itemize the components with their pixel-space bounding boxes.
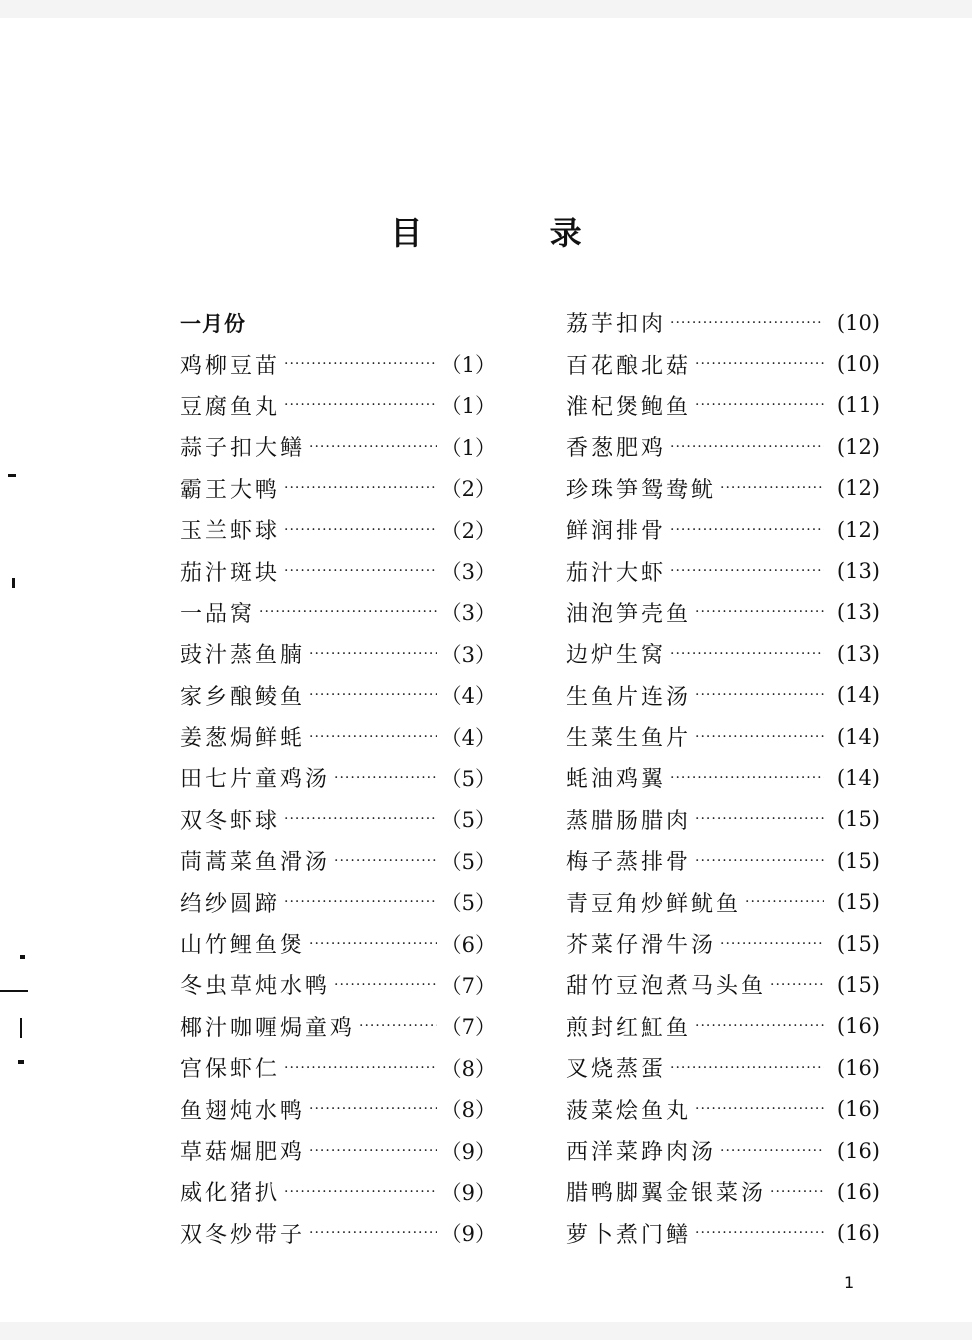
toc-entry-page: （5） (440, 849, 496, 874)
toc-entry-name: 蒜子扣大鳝 (180, 436, 306, 462)
toc-entry-name: 煎封红魟鱼 (566, 1015, 692, 1041)
margin-mark (8, 474, 16, 477)
toc-entry-name: 叉烧蒸蛋 (566, 1057, 667, 1083)
toc-entry-page: (16) (836, 1097, 880, 1122)
toc-entry-page: (16) (836, 1179, 880, 1204)
dot-leader (695, 729, 824, 745)
dot-leader (309, 439, 437, 455)
toc-entry-page: （5） (440, 766, 496, 791)
dot-leader (284, 522, 437, 538)
margin-mark (12, 578, 15, 588)
toc-entry-name: 茄汁大虾 (566, 560, 667, 586)
toc-entry-name: 宫保虾仁 (180, 1057, 281, 1083)
dot-leader (259, 604, 437, 620)
dot-leader (334, 770, 437, 786)
toc-entry (566, 509, 880, 550)
toc-entry-name: 蒸腊肠腊肉 (566, 808, 692, 834)
toc-entry-name: 甜竹豆泡煮马头鱼 (566, 974, 767, 1000)
toc-column-right (566, 302, 880, 1254)
toc-entry-name: 豆腐鱼丸 (180, 394, 281, 420)
toc-entry-name: 梅子蒸排骨 (566, 850, 692, 876)
toc-entry-name: 草菇煀肥鸡 (180, 1140, 306, 1165)
toc-entry (566, 302, 880, 343)
margin-mark (20, 955, 25, 959)
dot-leader (695, 687, 824, 703)
toc-entry-page: （7） (440, 973, 496, 998)
toc-entry-name: 威化猪扒 (180, 1181, 281, 1207)
dot-leader (284, 563, 437, 579)
toc-entry (180, 840, 496, 881)
dot-leader (670, 646, 824, 662)
dot-leader (720, 480, 824, 496)
toc-entry-page: （1） (440, 353, 496, 378)
dot-leader (670, 563, 824, 579)
toc-entry-page: (14) (836, 683, 880, 708)
toc-entry (180, 675, 496, 716)
toc-entry (180, 343, 496, 384)
section-heading: 一月份 (180, 311, 246, 336)
toc-entry-page: (16) (836, 1014, 880, 1039)
toc-entry (566, 1130, 880, 1171)
toc-entry-name: 霸王大鸭 (180, 477, 281, 503)
toc-entry (566, 757, 880, 798)
toc-entry-name: 鱼翅炖水鸭 (180, 1098, 306, 1124)
dot-leader (695, 604, 824, 620)
margin-mark (18, 1060, 24, 1064)
toc-entry-name: 鸡柳豆苗 (180, 353, 281, 379)
toc-entry-page: （9） (440, 1222, 496, 1247)
toc-entry-name: 珍珠笋鸳鸯鱿 (566, 477, 717, 503)
toc-entry-page: (14) (836, 765, 880, 790)
dot-leader (284, 811, 437, 827)
toc-entry-name: 西洋菜踭肉汤 (566, 1140, 717, 1165)
toc-entry-name: 山竹鲤鱼煲 (180, 933, 306, 959)
toc-entry (180, 799, 496, 840)
dot-leader (359, 1018, 437, 1034)
dot-leader (695, 356, 824, 372)
margin-mark (20, 1018, 22, 1038)
toc-entry (566, 964, 880, 1005)
toc-entry (180, 881, 496, 922)
toc-entry-page: （3） (440, 642, 496, 667)
toc-entry (566, 426, 880, 467)
toc-entry-name: 椰汁咖喱焗童鸡 (180, 1015, 356, 1041)
toc-entry-page: （1） (440, 394, 496, 419)
toc-entry (180, 550, 496, 591)
toc-entry-page: （8） (440, 1056, 496, 1081)
toc-entry-page: （5） (440, 891, 496, 916)
dot-leader (309, 936, 437, 952)
dot-leader (284, 397, 437, 413)
toc-entry-page: (12) (836, 517, 880, 542)
dot-leader (695, 397, 824, 413)
toc-entry-page: （2） (440, 477, 496, 502)
toc-entry-page: (12) (836, 434, 880, 459)
toc-entry (180, 716, 496, 757)
page-title: 目 录 (390, 214, 640, 252)
toc-entry-page: (15) (836, 972, 880, 997)
toc-entry-name: 菠菜烩鱼丸 (566, 1098, 692, 1124)
dot-leader (695, 853, 824, 869)
toc-entry (180, 426, 496, 467)
toc-entry-page: （9） (440, 1139, 496, 1164)
dot-leader (309, 1225, 437, 1241)
dot-leader (670, 1060, 824, 1076)
toc-entry-name: 双冬炒带子 (180, 1222, 306, 1248)
toc-entry-name: 生鱼片连汤 (566, 684, 692, 710)
toc-entry (566, 1006, 880, 1047)
toc-entry-page: (16) (836, 1138, 880, 1163)
toc-entry (566, 840, 880, 881)
dot-leader (745, 894, 824, 910)
toc-entry-name: 茼蒿菜鱼滑汤 (180, 850, 331, 876)
toc-entry-name: 绉纱圆蹄 (180, 891, 281, 917)
toc-entry (566, 385, 880, 426)
toc-entry-page: (10) (836, 310, 880, 335)
dot-leader (309, 1143, 437, 1159)
toc-entry-name: 姜葱焗鲜蚝 (180, 726, 306, 752)
toc-entry-name: 家乡酿鲮鱼 (180, 684, 306, 710)
dot-leader (334, 853, 437, 869)
toc-entry (180, 923, 496, 964)
toc-entry (566, 716, 880, 757)
toc-entry (180, 964, 496, 1005)
toc-entry-page: (15) (836, 931, 880, 956)
toc-entry-name: 淮杞煲鲍鱼 (566, 394, 692, 420)
toc-entry-page: (14) (836, 724, 880, 749)
toc-entry (566, 923, 880, 964)
toc-entry-name: 芥菜仔滑牛汤 (566, 933, 717, 959)
toc-entry-page: （3） (440, 560, 496, 585)
dot-leader (695, 1101, 824, 1117)
toc-entry (566, 675, 880, 716)
toc-entry-page: (13) (836, 641, 880, 666)
dot-leader (284, 480, 437, 496)
dot-leader (670, 315, 824, 331)
toc-entry (180, 1047, 496, 1088)
toc-entry-page: (11) (836, 393, 880, 418)
dot-leader (284, 1060, 437, 1076)
dot-leader (770, 1184, 824, 1200)
toc-entry-page: （4） (440, 725, 496, 750)
toc-entry (566, 881, 880, 922)
toc-entry-page: （1） (440, 435, 496, 460)
toc-entry-page: （9） (440, 1180, 496, 1205)
toc-entry-name: 田七片童鸡汤 (180, 767, 331, 793)
dot-leader (670, 522, 824, 538)
toc-entry (180, 1171, 496, 1212)
toc-entry (566, 1171, 880, 1212)
toc-entry-page: (13) (836, 600, 880, 625)
toc-entry-page: （8） (440, 1098, 496, 1123)
dot-leader (284, 1184, 437, 1200)
toc-entry (566, 592, 880, 633)
toc-entry (566, 468, 880, 509)
toc-entry (566, 633, 880, 674)
toc-entry-page: （3） (440, 601, 496, 626)
dot-leader (284, 356, 437, 372)
toc-entry-page: (15) (836, 807, 880, 832)
toc-entry (566, 1088, 880, 1129)
toc-entry (566, 1047, 880, 1088)
toc-entry-name: 一品窝 (180, 601, 256, 627)
toc-entry (566, 550, 880, 591)
toc-entry (180, 385, 496, 426)
toc-entry-page: (12) (836, 476, 880, 501)
toc-entry (180, 1213, 496, 1254)
dot-leader (309, 729, 437, 745)
toc-entry-name: 油泡笋壳鱼 (566, 601, 692, 627)
toc-entry-page: （6） (440, 932, 496, 957)
toc-entry-page: （2） (440, 518, 496, 543)
toc-entry-name: 茄汁斑块 (180, 560, 281, 586)
toc-entry-name: 边炉生窝 (566, 643, 667, 669)
page-number: 1 (844, 1273, 855, 1292)
toc-list-left (180, 343, 496, 1254)
toc-entry-name: 百花酿北菇 (566, 353, 692, 379)
toc-entry-name: 腊鸭脚翼金银菜汤 (566, 1181, 767, 1207)
dot-leader (770, 977, 824, 993)
toc-entry (180, 757, 496, 798)
toc-entry-page: (15) (836, 890, 880, 915)
toc-entry (566, 799, 880, 840)
toc-entry-page: (16) (836, 1055, 880, 1080)
dot-leader (334, 977, 437, 993)
toc-entry-name: 生菜生鱼片 (566, 726, 692, 752)
dot-leader (695, 1225, 824, 1241)
toc-entry-name: 鲜润排骨 (566, 519, 667, 545)
toc-list-right (566, 302, 880, 1254)
toc-entry-name: 青豆角炒鲜鱿鱼 (566, 891, 742, 917)
toc-column-left (180, 302, 496, 1254)
toc-entry-name: 荔芋扣肉 (566, 312, 667, 338)
toc-entry (180, 1088, 496, 1129)
toc-entry (180, 509, 496, 550)
dot-leader (670, 770, 824, 786)
dot-leader (720, 936, 824, 952)
toc-entry-page: (13) (836, 559, 880, 584)
toc-entry (180, 1130, 496, 1171)
toc-entry-name: 玉兰虾球 (180, 519, 281, 545)
toc-entry-page: (16) (836, 1221, 880, 1246)
toc-entry-page: （4） (440, 684, 496, 709)
toc-entry-name: 香葱肥鸡 (566, 436, 667, 462)
toc-entry (180, 592, 496, 633)
toc-entry-page: （7） (440, 1015, 496, 1040)
toc-entry-name: 双冬虾球 (180, 808, 281, 834)
toc-entry (566, 1213, 880, 1254)
toc-entry (180, 633, 496, 674)
dot-leader (670, 439, 824, 455)
toc-entry (180, 1006, 496, 1047)
toc-entry-name: 萝卜煮门鳝 (566, 1222, 692, 1248)
dot-leader (695, 811, 824, 827)
toc-entry-name: 蚝油鸡翼 (566, 767, 667, 793)
toc-entry-page: （5） (440, 808, 496, 833)
toc-entry-name: 豉汁蒸鱼腩 (180, 643, 306, 669)
toc-entry (566, 343, 880, 384)
dot-leader (284, 894, 437, 910)
toc-entry-page: (10) (836, 352, 880, 377)
dot-leader (309, 1101, 437, 1117)
margin-mark (0, 990, 28, 992)
dot-leader (695, 1018, 824, 1034)
dot-leader (720, 1143, 824, 1159)
toc-entry (180, 468, 496, 509)
toc-entry-page: (15) (836, 848, 880, 873)
toc-entry-name: 冬虫草炖水鸭 (180, 974, 331, 1000)
dot-leader (309, 646, 437, 662)
dot-leader (309, 687, 437, 703)
